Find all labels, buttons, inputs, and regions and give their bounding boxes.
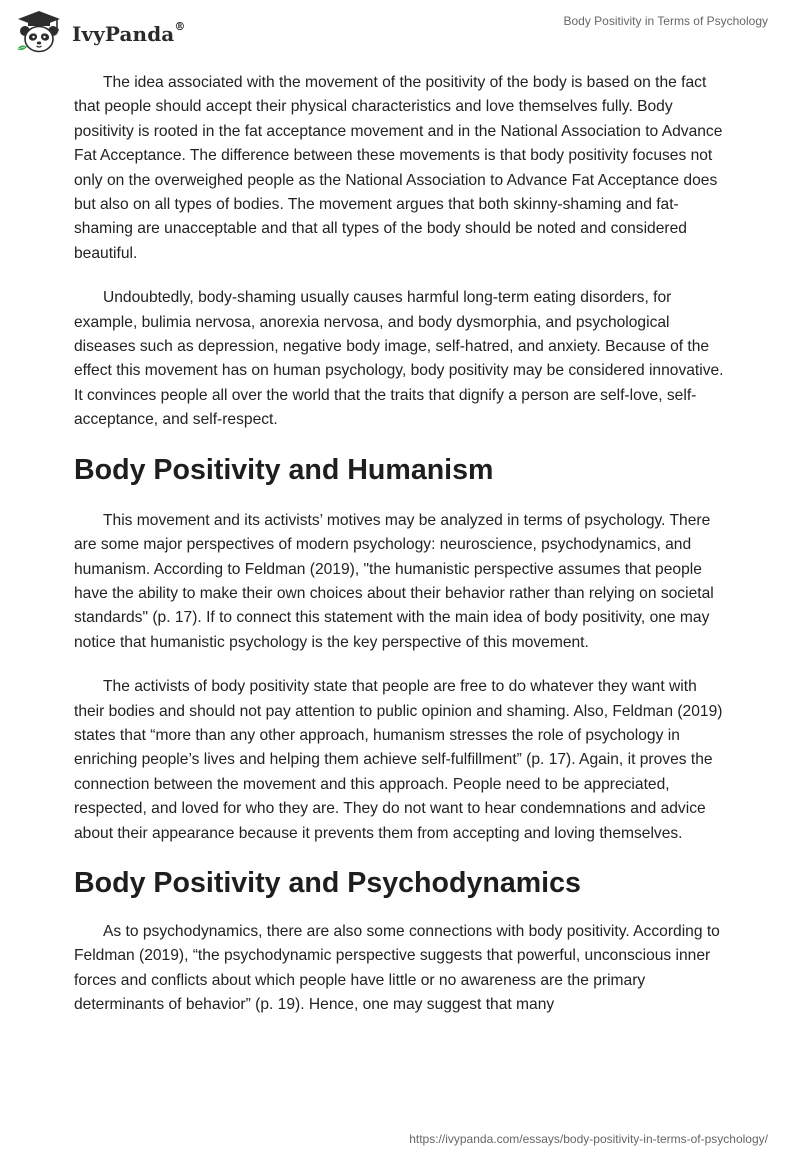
paragraph: As to psychodynamics, there are also some connections with body positivity. According to Feldman (2019), “the psychodynamic perspective suggests that powerful, unconscious inner forces and conflicts about which people have little or no awareness are the primary determinants of behavior” (p. 19). Hence, one may suggest that many bbox=[74, 922, 720, 1014]
brand-name: IvyPanda® bbox=[72, 20, 186, 46]
paragraph: The activists of body positivity state that people are free to do whatever they want with their bodies and should not pay attention to public opinion and shaming. Also, Feldman (2019) states that “more than any other approach, humanism stresses the role of psychology in enriching people’s lives and helping them achieve self-fulfillment” (p. 17). Again, it proves the connection between the movement and this approach. People need to be appreciated, respected, and loved for who they are. They do not want to hear condemnations and advice about their appearance because it prevents them from accepting and loving themselves. bbox=[74, 678, 723, 842]
source-url[interactable]: https://ivypanda.com/essays/body-positivity-in-terms-of-psychology/ bbox=[409, 1132, 768, 1146]
paragraph: The idea associated with the movement of the positivity of the body is based on the fact that people should accept their physical characteristics and love themselves fully. Body positivity is rooted in the fat acceptance movement and in the National Association to Advance Fat Acceptance. The difference between these movements is that body positivity focuses not only on the overweighed people as the National Association to Advance Fat Acceptance does but also on all types of bodies. The movement argues that both skinny-shaming and fat-shaming are unacceptable and that all types of the body should be noted and considered beautiful. bbox=[74, 74, 723, 262]
essay-content bbox=[74, 71, 730, 1038]
section-heading-humanism: Body Positivity and Humanism bbox=[74, 453, 494, 486]
paragraph: Undoubtedly, body-shaming usually causes harmful long-term eating disorders, for example, bulimia nervosa, anorexia nervosa, and body dysmorphia, and psychological diseases such as depression, negative body image, self-hatred, and anxiety. Because of the effect this movement has on human psychology, body positivity may be considered innovative. It convinces people all over the world that the traits that dignify a person are self-love, self-acceptance, and self-respect. bbox=[74, 289, 724, 429]
ivypanda-logo[interactable] bbox=[14, 10, 185, 54]
registered-mark: ® bbox=[174, 20, 186, 34]
paragraph: This movement and its activists’ motives may be analyzed in terms of psychology. There are some major perspectives of modern psychology: neuroscience, psychodynamics, and humanism. According to Feldman (2019), "the humanistic perspective assumes that people have the ability to make their own choices about their behavior rather than relying on societal standards" (p. 17). If to connect this statement with the main idea of body positivity, one may notice that humanistic psychology is the key perspective of this movement. bbox=[74, 511, 714, 651]
panda-graduate-icon bbox=[14, 9, 64, 55]
section-heading-psychodynamics: Body Positivity and Psychodynamics bbox=[74, 866, 581, 899]
page-header bbox=[0, 0, 800, 64]
document-title: Body Positivity in Terms of Psychology bbox=[563, 14, 768, 28]
